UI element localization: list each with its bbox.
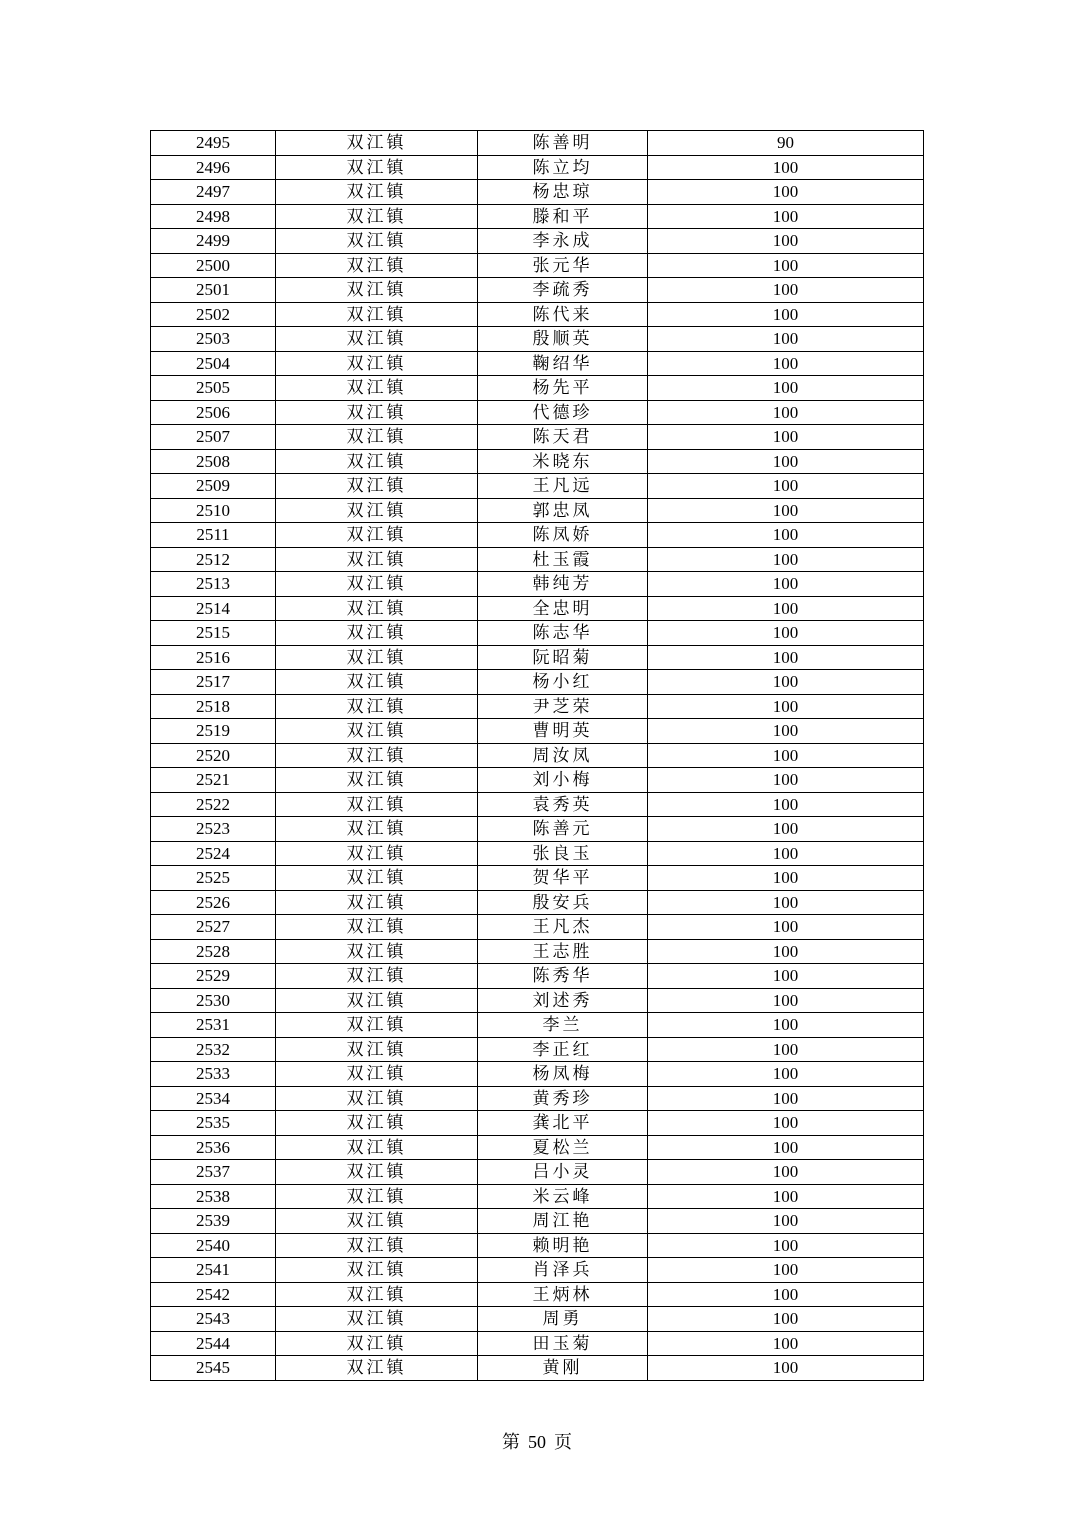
cell-name: 尹芝荣 xyxy=(478,694,648,719)
cell-town: 双江镇 xyxy=(276,694,478,719)
cell-number: 2499 xyxy=(151,229,276,254)
cell-town: 双江镇 xyxy=(276,841,478,866)
table-row xyxy=(151,474,924,499)
cell-number: 2508 xyxy=(151,449,276,474)
cell-town: 双江镇 xyxy=(276,1013,478,1038)
cell-number: 2520 xyxy=(151,743,276,768)
table-row xyxy=(151,1331,924,1356)
table-row xyxy=(151,253,924,278)
table-row xyxy=(151,1111,924,1136)
cell-town: 双江镇 xyxy=(276,719,478,744)
cell-town: 双江镇 xyxy=(276,474,478,499)
cell-name: 陈代来 xyxy=(478,302,648,327)
cell-number: 2512 xyxy=(151,547,276,572)
table-row xyxy=(151,719,924,744)
cell-name: 袁秀英 xyxy=(478,792,648,817)
table-row xyxy=(151,792,924,817)
table-row xyxy=(151,278,924,303)
cell-amount: 100 xyxy=(648,621,924,646)
cell-town: 双江镇 xyxy=(276,1233,478,1258)
table-row xyxy=(151,988,924,1013)
cell-town: 双江镇 xyxy=(276,1037,478,1062)
cell-number: 2500 xyxy=(151,253,276,278)
cell-number: 2522 xyxy=(151,792,276,817)
cell-number: 2507 xyxy=(151,425,276,450)
cell-town: 双江镇 xyxy=(276,1258,478,1283)
table-row xyxy=(151,449,924,474)
cell-amount: 100 xyxy=(648,1356,924,1381)
cell-amount: 100 xyxy=(648,964,924,989)
cell-amount: 100 xyxy=(648,817,924,842)
cell-name: 代德珍 xyxy=(478,400,648,425)
cell-amount: 100 xyxy=(648,376,924,401)
cell-town: 双江镇 xyxy=(276,1111,478,1136)
cell-amount: 100 xyxy=(648,792,924,817)
cell-amount: 100 xyxy=(648,449,924,474)
cell-amount: 100 xyxy=(648,474,924,499)
cell-number: 2509 xyxy=(151,474,276,499)
cell-amount: 100 xyxy=(648,1233,924,1258)
page-footer xyxy=(0,1430,1074,1454)
cell-name: 龚北平 xyxy=(478,1111,648,1136)
cell-town: 双江镇 xyxy=(276,1209,478,1234)
cell-amount: 100 xyxy=(648,302,924,327)
footer-suffix: 页 xyxy=(554,1432,572,1452)
cell-number: 2536 xyxy=(151,1135,276,1160)
cell-amount: 100 xyxy=(648,327,924,352)
cell-town: 双江镇 xyxy=(276,988,478,1013)
cell-name: 陈立均 xyxy=(478,155,648,180)
cell-amount: 100 xyxy=(648,204,924,229)
cell-amount: 100 xyxy=(648,253,924,278)
table-row xyxy=(151,866,924,891)
cell-amount: 100 xyxy=(648,1086,924,1111)
cell-town: 双江镇 xyxy=(276,964,478,989)
table-row xyxy=(151,939,924,964)
cell-town: 双江镇 xyxy=(276,547,478,572)
cell-name: 张良玉 xyxy=(478,841,648,866)
table-row xyxy=(151,1184,924,1209)
cell-number: 2544 xyxy=(151,1331,276,1356)
cell-number: 2540 xyxy=(151,1233,276,1258)
table-row xyxy=(151,204,924,229)
cell-amount: 100 xyxy=(648,719,924,744)
cell-amount: 100 xyxy=(648,1258,924,1283)
cell-name: 郭忠凤 xyxy=(478,498,648,523)
cell-town: 双江镇 xyxy=(276,180,478,205)
cell-town: 双江镇 xyxy=(276,155,478,180)
table-row xyxy=(151,155,924,180)
cell-number: 2502 xyxy=(151,302,276,327)
cell-town: 双江镇 xyxy=(276,351,478,376)
table-row xyxy=(151,327,924,352)
cell-name: 陈善明 xyxy=(478,131,648,156)
cell-town: 双江镇 xyxy=(276,204,478,229)
cell-number: 2498 xyxy=(151,204,276,229)
table-row xyxy=(151,670,924,695)
cell-number: 2541 xyxy=(151,1258,276,1283)
cell-town: 双江镇 xyxy=(276,229,478,254)
cell-name: 夏松兰 xyxy=(478,1135,648,1160)
cell-name: 黄秀珍 xyxy=(478,1086,648,1111)
cell-amount: 100 xyxy=(648,1184,924,1209)
cell-name: 米云峰 xyxy=(478,1184,648,1209)
cell-number: 2533 xyxy=(151,1062,276,1087)
cell-name: 曹明英 xyxy=(478,719,648,744)
cell-number: 2521 xyxy=(151,768,276,793)
table-row xyxy=(151,1209,924,1234)
cell-name: 周汝凤 xyxy=(478,743,648,768)
cell-name: 殷顺英 xyxy=(478,327,648,352)
cell-amount: 100 xyxy=(648,841,924,866)
cell-town: 双江镇 xyxy=(276,915,478,940)
cell-town: 双江镇 xyxy=(276,817,478,842)
cell-amount: 100 xyxy=(648,1111,924,1136)
cell-name: 全忠明 xyxy=(478,596,648,621)
cell-number: 2535 xyxy=(151,1111,276,1136)
cell-town: 双江镇 xyxy=(276,449,478,474)
cell-town: 双江镇 xyxy=(276,131,478,156)
cell-amount: 100 xyxy=(648,1160,924,1185)
cell-town: 双江镇 xyxy=(276,1282,478,1307)
cell-number: 2528 xyxy=(151,939,276,964)
cell-name: 刘小梅 xyxy=(478,768,648,793)
cell-number: 2516 xyxy=(151,645,276,670)
cell-amount: 100 xyxy=(648,229,924,254)
table-row xyxy=(151,425,924,450)
cell-amount: 100 xyxy=(648,743,924,768)
cell-town: 双江镇 xyxy=(276,890,478,915)
cell-number: 2542 xyxy=(151,1282,276,1307)
cell-amount: 100 xyxy=(648,547,924,572)
cell-number: 2496 xyxy=(151,155,276,180)
cell-amount: 100 xyxy=(648,670,924,695)
cell-town: 双江镇 xyxy=(276,768,478,793)
cell-name: 滕和平 xyxy=(478,204,648,229)
cell-name: 贺华平 xyxy=(478,866,648,891)
cell-name: 李正红 xyxy=(478,1037,648,1062)
cell-amount: 100 xyxy=(648,1037,924,1062)
cell-town: 双江镇 xyxy=(276,278,478,303)
cell-town: 双江镇 xyxy=(276,376,478,401)
table-row xyxy=(151,1086,924,1111)
table-row xyxy=(151,1356,924,1381)
cell-amount: 100 xyxy=(648,351,924,376)
table-row xyxy=(151,768,924,793)
cell-number: 2504 xyxy=(151,351,276,376)
cell-number: 2503 xyxy=(151,327,276,352)
table-row xyxy=(151,915,924,940)
cell-name: 阮昭菊 xyxy=(478,645,648,670)
cell-amount: 100 xyxy=(648,1209,924,1234)
cell-amount: 100 xyxy=(648,425,924,450)
cell-name: 杨忠琼 xyxy=(478,180,648,205)
cell-number: 2515 xyxy=(151,621,276,646)
cell-amount: 100 xyxy=(648,1331,924,1356)
cell-town: 双江镇 xyxy=(276,400,478,425)
table-row xyxy=(151,1062,924,1087)
cell-name: 吕小灵 xyxy=(478,1160,648,1185)
cell-number: 2534 xyxy=(151,1086,276,1111)
table-row xyxy=(151,890,924,915)
cell-name: 杨小红 xyxy=(478,670,648,695)
table-row xyxy=(151,964,924,989)
cell-town: 双江镇 xyxy=(276,1307,478,1332)
cell-town: 双江镇 xyxy=(276,302,478,327)
cell-town: 双江镇 xyxy=(276,1086,478,1111)
footer-page-number: 50 xyxy=(528,1432,546,1452)
table-row xyxy=(151,1160,924,1185)
cell-amount: 100 xyxy=(648,1013,924,1038)
cell-town: 双江镇 xyxy=(276,1331,478,1356)
roster-table-body xyxy=(151,131,924,1381)
table-row xyxy=(151,1233,924,1258)
cell-number: 2513 xyxy=(151,572,276,597)
table-row xyxy=(151,229,924,254)
table-row xyxy=(151,1282,924,1307)
cell-town: 双江镇 xyxy=(276,596,478,621)
table-row xyxy=(151,572,924,597)
cell-amount: 100 xyxy=(648,988,924,1013)
cell-name: 周江艳 xyxy=(478,1209,648,1234)
cell-name: 杨先平 xyxy=(478,376,648,401)
cell-amount: 100 xyxy=(648,180,924,205)
cell-town: 双江镇 xyxy=(276,743,478,768)
table-row xyxy=(151,596,924,621)
cell-number: 2530 xyxy=(151,988,276,1013)
table-row xyxy=(151,131,924,156)
cell-number: 2506 xyxy=(151,400,276,425)
cell-name: 陈志华 xyxy=(478,621,648,646)
cell-town: 双江镇 xyxy=(276,1184,478,1209)
cell-number: 2538 xyxy=(151,1184,276,1209)
cell-name: 杜玉霞 xyxy=(478,547,648,572)
cell-town: 双江镇 xyxy=(276,253,478,278)
cell-amount: 100 xyxy=(648,645,924,670)
cell-amount: 100 xyxy=(648,1135,924,1160)
cell-number: 2524 xyxy=(151,841,276,866)
cell-number: 2511 xyxy=(151,523,276,548)
cell-amount: 100 xyxy=(648,400,924,425)
cell-number: 2510 xyxy=(151,498,276,523)
cell-amount: 100 xyxy=(648,1062,924,1087)
cell-name: 鞠绍华 xyxy=(478,351,648,376)
cell-number: 2505 xyxy=(151,376,276,401)
cell-amount: 100 xyxy=(648,498,924,523)
cell-name: 陈善元 xyxy=(478,817,648,842)
table-row xyxy=(151,547,924,572)
cell-town: 双江镇 xyxy=(276,1062,478,1087)
cell-number: 2519 xyxy=(151,719,276,744)
cell-name: 李疏秀 xyxy=(478,278,648,303)
cell-name: 李永成 xyxy=(478,229,648,254)
cell-name: 张元华 xyxy=(478,253,648,278)
cell-name: 陈天君 xyxy=(478,425,648,450)
table-row xyxy=(151,302,924,327)
table-row xyxy=(151,1307,924,1332)
cell-name: 殷安兵 xyxy=(478,890,648,915)
cell-number: 2539 xyxy=(151,1209,276,1234)
cell-number: 2527 xyxy=(151,915,276,940)
cell-number: 2525 xyxy=(151,866,276,891)
table-row xyxy=(151,180,924,205)
cell-name: 王凡杰 xyxy=(478,915,648,940)
cell-amount: 90 xyxy=(648,131,924,156)
cell-name: 杨凤梅 xyxy=(478,1062,648,1087)
cell-amount: 100 xyxy=(648,915,924,940)
cell-number: 2514 xyxy=(151,596,276,621)
cell-number: 2497 xyxy=(151,180,276,205)
cell-name: 黄刚 xyxy=(478,1356,648,1381)
cell-amount: 100 xyxy=(648,939,924,964)
cell-town: 双江镇 xyxy=(276,327,478,352)
cell-town: 双江镇 xyxy=(276,1160,478,1185)
cell-town: 双江镇 xyxy=(276,498,478,523)
cell-number: 2545 xyxy=(151,1356,276,1381)
cell-number: 2543 xyxy=(151,1307,276,1332)
table-row xyxy=(151,1258,924,1283)
table-row xyxy=(151,694,924,719)
cell-town: 双江镇 xyxy=(276,939,478,964)
cell-number: 2531 xyxy=(151,1013,276,1038)
cell-name: 刘述秀 xyxy=(478,988,648,1013)
cell-name: 赖明艳 xyxy=(478,1233,648,1258)
cell-amount: 100 xyxy=(648,572,924,597)
cell-name: 王志胜 xyxy=(478,939,648,964)
footer-prefix: 第 xyxy=(502,1432,520,1452)
table-row xyxy=(151,523,924,548)
table-row xyxy=(151,400,924,425)
cell-name: 周勇 xyxy=(478,1307,648,1332)
cell-number: 2495 xyxy=(151,131,276,156)
cell-number: 2526 xyxy=(151,890,276,915)
table-row xyxy=(151,1013,924,1038)
cell-town: 双江镇 xyxy=(276,866,478,891)
cell-amount: 100 xyxy=(648,523,924,548)
cell-amount: 100 xyxy=(648,1282,924,1307)
cell-name: 米晓东 xyxy=(478,449,648,474)
table-row xyxy=(151,817,924,842)
cell-name: 韩纯芳 xyxy=(478,572,648,597)
cell-name: 陈凤娇 xyxy=(478,523,648,548)
table-row xyxy=(151,351,924,376)
cell-town: 双江镇 xyxy=(276,792,478,817)
cell-number: 2537 xyxy=(151,1160,276,1185)
cell-name: 李兰 xyxy=(478,1013,648,1038)
cell-amount: 100 xyxy=(648,1307,924,1332)
table-row xyxy=(151,498,924,523)
cell-amount: 100 xyxy=(648,596,924,621)
cell-town: 双江镇 xyxy=(276,645,478,670)
cell-town: 双江镇 xyxy=(276,670,478,695)
cell-amount: 100 xyxy=(648,866,924,891)
table-row xyxy=(151,621,924,646)
cell-amount: 100 xyxy=(648,768,924,793)
cell-town: 双江镇 xyxy=(276,1135,478,1160)
cell-number: 2532 xyxy=(151,1037,276,1062)
cell-town: 双江镇 xyxy=(276,572,478,597)
cell-name: 陈秀华 xyxy=(478,964,648,989)
table-row xyxy=(151,841,924,866)
cell-number: 2518 xyxy=(151,694,276,719)
cell-number: 2529 xyxy=(151,964,276,989)
cell-town: 双江镇 xyxy=(276,523,478,548)
cell-name: 田玉菊 xyxy=(478,1331,648,1356)
cell-amount: 100 xyxy=(648,278,924,303)
cell-name: 王凡远 xyxy=(478,474,648,499)
cell-town: 双江镇 xyxy=(276,1356,478,1381)
table-row xyxy=(151,1135,924,1160)
table-row xyxy=(151,1037,924,1062)
cell-number: 2517 xyxy=(151,670,276,695)
table-row xyxy=(151,645,924,670)
roster-table xyxy=(150,130,924,1381)
cell-number: 2523 xyxy=(151,817,276,842)
cell-amount: 100 xyxy=(648,155,924,180)
cell-town: 双江镇 xyxy=(276,621,478,646)
cell-number: 2501 xyxy=(151,278,276,303)
table-row xyxy=(151,376,924,401)
cell-amount: 100 xyxy=(648,694,924,719)
cell-town: 双江镇 xyxy=(276,425,478,450)
table-row xyxy=(151,743,924,768)
cell-name: 肖泽兵 xyxy=(478,1258,648,1283)
cell-amount: 100 xyxy=(648,890,924,915)
cell-name: 王炳林 xyxy=(478,1282,648,1307)
